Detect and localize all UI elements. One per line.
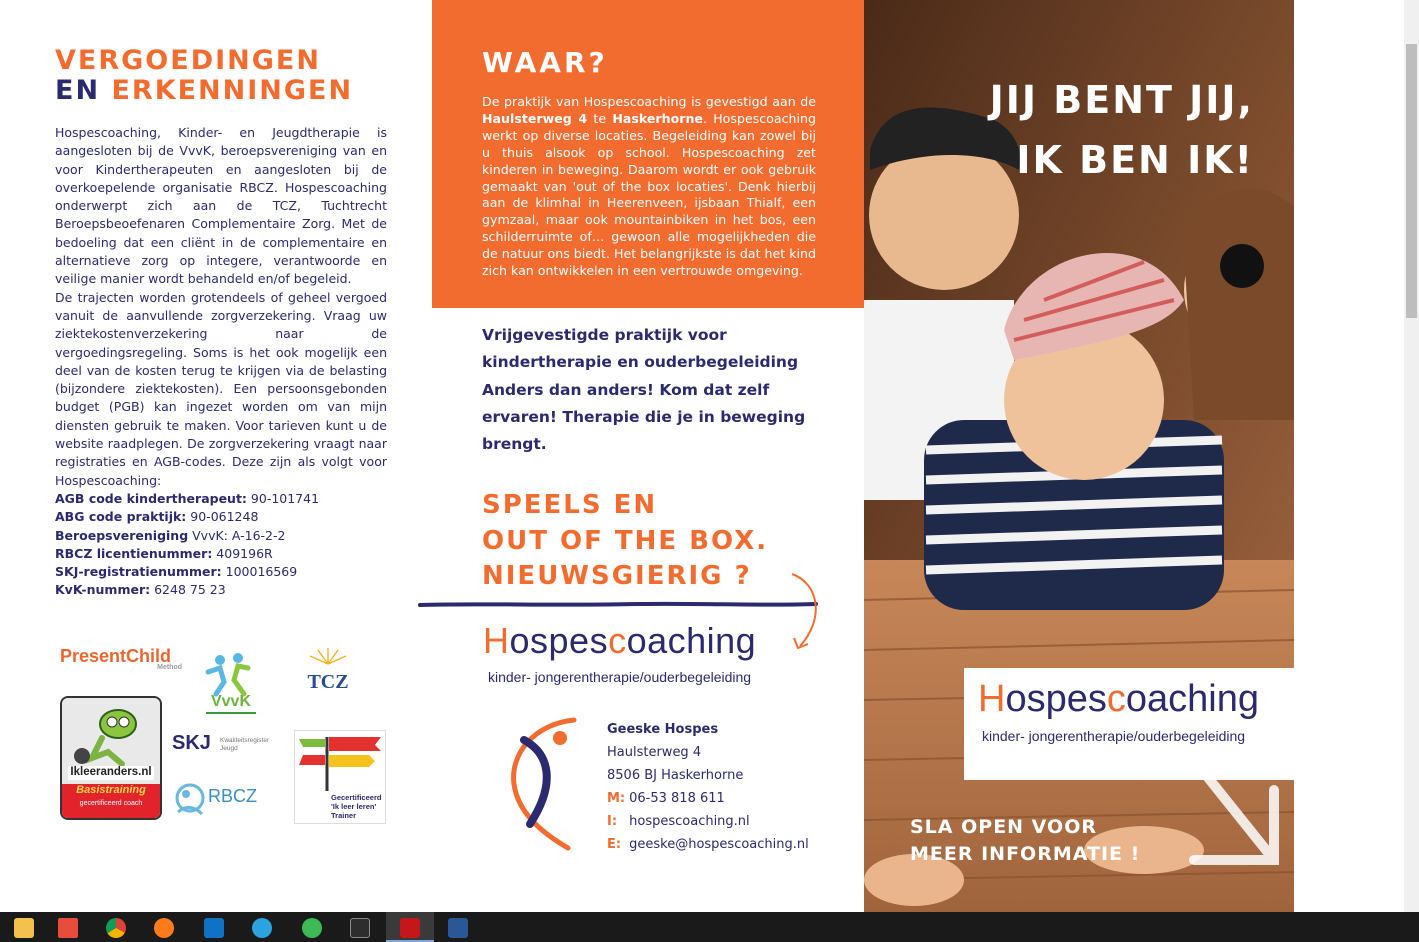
firefox-icon[interactable] [140,912,188,942]
terminal-icon[interactable] [336,912,384,942]
title-line-2b: ERKENNINGEN [111,75,354,106]
viewer-background [1294,0,1419,912]
vertical-scrollbar[interactable] [1404,0,1419,912]
tcz-logo [296,644,360,694]
contact-email[interactable]: E: geeske@hospescoaching.nl [607,837,809,852]
contact-city: 8506 BJ Haskerhorne [607,768,744,783]
registration-codes [55,490,387,600]
panel-vergoedingen [0,0,432,912]
title-line-1: VERGOEDINGEN [55,45,321,76]
hospescoaching-subtitle-cover: kinder- jongerentherapie/ouderbegeleiding [982,728,1246,744]
svg-text:TCZ: TCZ [307,671,349,693]
contact-block [607,718,847,856]
code-row: ABG code praktijk: 90-061248 [55,509,259,525]
sign-text-1: Gecertificeerd [331,793,382,802]
ikleer-sub: Basistraining [76,784,146,796]
swoosh-logo-icon [504,714,590,854]
ik-leer-leren-trainer-logo [294,730,386,824]
svg-text:VvvK: VvvK [210,693,252,710]
hospescoaching-subtitle: kinder- jongerentherapie/ouderbegeleiding [488,669,752,685]
waar-body: De praktijk van Hospescoaching is gevestigd aan de Haulsterweg 4 te Haskerhorne. Hospescoaching werkt op diverse locaties. Begeleiding kan zowel bij u thuis alsook op school. Hospescoaching zet kinderen in beweging. Daarom wordt er ook gebruik gemaakt van 'out of the box locaties'. Denk hierbij aan de klimhal in Heerenveen, ijsbaan Thialf, een gymzaal, maar ook mountainbiken in het bos, een schilderruimte of… gewoon alle mogelijkheden die de natuur ons biedt. Het belangrijkste is dat het kind zich kan ontwikkelen in een vertrouwde omgeving. [482,94,816,279]
contact-street: Haulsterweg 4 [607,745,702,760]
file-explorer-icon[interactable] [0,912,48,942]
ikleeranders-logo [60,696,162,820]
ikleer-text: Ikleeranders.nl [70,766,152,778]
rbcz-logo: RBCZ [172,778,292,822]
code-row: RBCZ licentienummer: 409196R [55,545,273,561]
present-child-logo: PresentChild Method [60,646,182,671]
windows-taskbar [0,912,1419,942]
chrome-icon[interactable] [92,912,140,942]
sign-text-2: 'Ik leer leren' [331,802,377,811]
speels-heading: SPEELS EN OUT OF THE BOX. NIEUWSGIERIG ? [482,490,769,591]
panel-cover [864,0,1294,912]
code-row: AGB code kindertherapeut: 90-101741 [55,491,320,506]
waar-box [432,0,864,308]
body-paragraph-1: Hospescoaching, Kinder- en Jeugdtherapie is aangesloten bij de VvvK, beroepsvereniging van en voor Kindertherapeuten en aangesloten bij de overkoepelende organisatie RBCZ. Hospescoaching onderwerpt zich aan de TCZ, Tuchtrecht Beroepsbeoefenaren Complementaire Zorg. Met de bedoeling dat een cliënt in de complementaire en alternatieve zorg op integere, verantwoorde en veilige manier wordt behandeld en/of begeleid. [55,125,387,287]
hospescoaching-logo-cover: Hospescoaching [978,678,1259,720]
outlook-icon[interactable] [190,912,238,942]
body-paragraph-2: De trajecten worden grotendeels of geheel vergoed vanuit de aanvullende zorgverzekering. Vraag uw ziektekostenverzekering naar de vergoedingsregeling. Soms is het ook mogelijk een deel van de kosten terug te krijgen via de belasting (bijzondere ziektekosten). Een persoonsgebonden budget (PGB) kan ingezet worden om van mijn diensten gebruik te maken. Voor tarieven kunt u de website raadplegen. De zorgverzekering vraagt naar registraties en AGB-codes. Deze zijn als volgt voor Hospescoaching: [55,289,387,488]
brush-stroke-line [418,600,818,610]
waar-title: WAAR? [482,46,608,79]
contact-name: Geeske Hospes [607,722,719,737]
cover-title: JIJ BENT JIJ, IK BEN IK! [989,78,1254,182]
acrobat-icon[interactable] [386,912,434,942]
skj-logo: SKJ Kwaliteitsregister Jeugd [172,732,270,754]
code-row: Beroepsvereniging VvvK: A-16-2-2 [55,527,286,543]
sla-open-text: SLA OPEN VOOR MEER INFORMATIE ! [910,816,1141,865]
code-row: SKJ-registratienummer: 100016569 [55,564,298,580]
word-icon[interactable] [434,912,482,942]
vergoedingen-title [55,46,415,106]
panel-waar [432,0,864,912]
sign-text-3: Trainer [331,811,357,820]
telegram-icon[interactable] [238,912,286,942]
vergoedingen-body [55,124,387,490]
store-icon[interactable] [44,912,92,942]
ikleer-sub2: gecertificeerd coach [79,800,143,807]
code-row: KvK-nummer: 6248 75 23 [55,582,226,598]
title-line-2a: EN [55,75,101,106]
contact-phone: M: 06-53 818 611 [607,791,725,806]
vvvk-logo [198,650,264,722]
whatsapp-icon[interactable] [288,912,336,942]
contact-website[interactable]: I: hospescoaching.nl [607,814,750,829]
scrollbar-thumb[interactable] [1406,44,1417,318]
intro-text: Vrijgevestigde praktijk voor kindertherapie en ouderbegeleiding Anders dan anders! Kom dat zelf ervaren! Therapie die je in beweging brengt. [482,326,806,454]
hospescoaching-logo: Hospescoaching [483,620,757,661]
curved-arrow-icon [784,570,824,656]
cover-logo-card [964,668,1294,780]
